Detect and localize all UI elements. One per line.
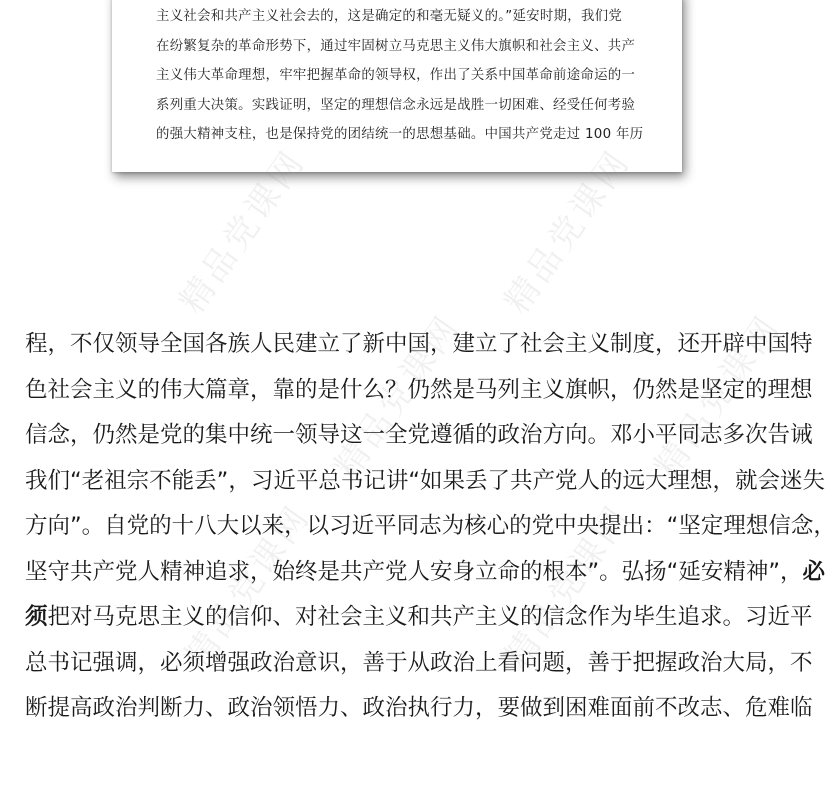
body-line: 我们“老祖宗不能丢”，习近平总书记讲“如果丢了共产党人的远大理想，就会迷失 <box>25 467 825 494</box>
watermark: 精品党课网 <box>176 497 319 676</box>
watermark: 精品党课网 <box>326 307 469 486</box>
preview-line: 的强大精神支柱，也是保持党的团结统一的思想基础。中国共产党走过 100 年历 <box>156 127 644 142</box>
body-line <box>25 595 813 641</box>
document-page-preview <box>112 0 682 172</box>
body-line: 断提高政治判断力、政治领悟力、政治执行力，要做到困难面前不改志、危难临 <box>25 695 813 721</box>
preview-line: 在纷繁复杂的革命形势下，通过牢固树立马克思主义伟大旗帜和社会主义、共产 <box>156 38 636 54</box>
body-line: 信念，仍然是党的集中统一领导这一全党遵循的政治方向。邓小平同志多次告诫 <box>25 422 813 448</box>
watermark: 精品党课网 <box>496 142 639 321</box>
body-line-text: 坚守共产党人精神追求，始终是共产党人安身立命的根本”。弘扬“延安精神”， <box>25 558 803 585</box>
body-line: 程，不仅领导全国各族人民建立了新中国，建立了社会主义制度，还开辟中国特 <box>25 331 813 357</box>
preview-line: 系列重大决策。实践证明，坚定的理想信念永远是战胜一切困难、经受任何考验 <box>156 97 636 113</box>
body-line: 方向”。自党的十八大以来，以习近平同志为核心的党中央提出：“坚定理想信念， <box>25 513 836 539</box>
body-line: 总书记强调，必须增强政治意识，善于从政治上看问题，善于把握政治大局，不 <box>25 649 813 676</box>
page-preview-text <box>156 2 656 150</box>
body-line <box>25 550 825 596</box>
preview-line: 主义伟大革命理想，牢牢把握革命的领导权，作出了关系中国革命前途命运的一 <box>156 68 636 83</box>
bold-character: 须 <box>25 604 48 630</box>
bold-character: 必 <box>802 558 825 585</box>
body-line: 色社会主义的伟大篇章，靠的是什么？仍然是马列主义旗帜，仍然是坚定的理想 <box>25 376 813 403</box>
document-body <box>25 322 836 732</box>
watermark: 精品党课网 <box>646 307 789 486</box>
body-line-text: 把对马克思主义的信仰、对社会主义和共产主义的信念作为毕生追求。习近平 <box>47 604 813 630</box>
watermark: 精品党课网 <box>171 142 314 321</box>
watermark: 精品党课网 <box>496 497 639 676</box>
preview-line: 主义社会和共产主义社会去的，这是确定的和毫无疑义的。”延安时期，我们党 <box>156 9 623 24</box>
